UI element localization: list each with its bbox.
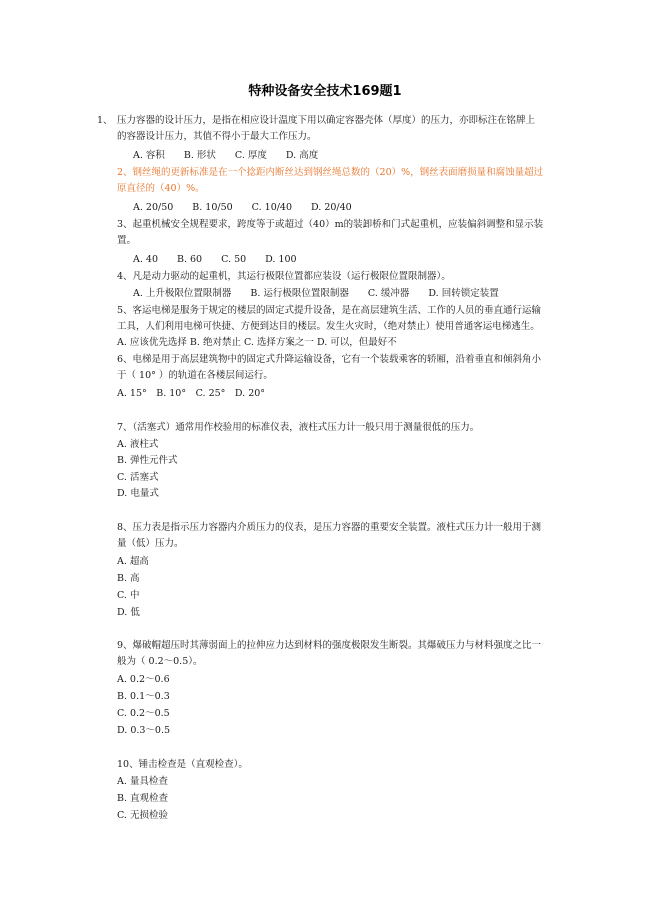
q5-stem-line1: 5、客运电梯是服务于规定的楼层的固定式提升设备，是在高层建筑生活、工作的人员的垂直通行运输 <box>117 305 542 316</box>
q4-options: A. 上升极限位置限制器 B. 运行极限位置限制器 C. 缓冲器 D. 回转锁定装置 <box>133 288 499 299</box>
q10-stem: 10、锤击检查是（直观检查）。 <box>117 759 248 770</box>
q5-stem-line2: 工具，人们利用电梯可快捷、方便到达目的楼层。发生火灾时，（绝对禁止）使用普通客运电梯逃生。 <box>117 321 540 332</box>
q6-stem-line2: 于（ 10° ）的轨道在各楼层间运行。 <box>117 370 273 381</box>
q7-stem: 7、（活塞式）通常用作校验用的标准仪表，液柱式压力计一般只用于测量很低的压力。 <box>117 422 480 433</box>
q1-number: 1、 <box>97 115 113 126</box>
q8-option-b: B. 高 <box>117 573 140 584</box>
q2-stem-line1: 2、钢丝绳的更新标准是在一个捻距内断丝达到钢丝绳总数的（20）%，钢丝表面磨损量和腐蚀量超过 <box>117 167 544 178</box>
q3-options: A. 40 B. 60 C. 50 D. 100 <box>133 254 297 265</box>
q1-stem-line1: 压力容器的设计压力，是指在相应设计温度下用以确定容器壳体（厚度）的压力，亦即标注在铭牌上 <box>117 115 536 126</box>
q6-options: A. 15° B. 10° C. 25° D. 20° <box>117 388 266 399</box>
q3-stem-line1: 3、起重机械安全规程要求，跨度等于或超过（40）m的装卸桥和门式起重机，应装偏斜调整和显示装 <box>117 219 544 230</box>
q7-option-c: C. 活塞式 <box>117 472 159 483</box>
q8-stem-line1: 8、压力表是指示压力容器内介质压力的仪表，是压力容器的重要安全装置。液柱式压力计一般用于测 <box>117 522 542 533</box>
q7-option-b: B. 弹性元件式 <box>117 455 178 466</box>
q8-stem-line2: 量（低）压力。 <box>117 538 184 549</box>
q9-option-c: C. 0.2～0.5 <box>117 708 170 719</box>
q9-stem-line1: 9、爆破帽超压时其薄弱面上的拉伸应力达到材料的强度极限发生断裂。其爆破压力与材料强度之比一 <box>117 640 542 651</box>
q9-option-a: A. 0.2～0.6 <box>117 674 170 685</box>
q1-options: A. 容积 B. 形状 C. 厚度 D. 高度 <box>133 150 319 161</box>
q7-option-d: D. 电量式 <box>117 488 159 499</box>
q9-option-d: D. 0.3～0.5 <box>117 725 171 736</box>
q8-option-c: C. 中 <box>117 590 140 601</box>
q1-stem-line2: 的容器设计压力，其值不得小于最大工作压力。 <box>117 131 317 142</box>
q3-stem-line2: 置。 <box>117 235 137 246</box>
q8-option-a: A. 超高 <box>117 556 149 567</box>
q9-stem-line2: 般为（ 0.2～0.5）。 <box>117 656 203 667</box>
q2-stem-line2: 原直径的（40）%。 <box>117 183 205 194</box>
q7-option-a: A. 液柱式 <box>117 439 159 450</box>
q9-option-b: B. 0.1～0.3 <box>117 691 170 702</box>
q10-option-a: A. 量具检查 <box>117 776 168 787</box>
q5-options: A. 应该优先选择 B. 绝对禁止 C. 选择方案之一 D. 可以，但最好不 <box>117 337 397 348</box>
q8-option-d: D. 低 <box>117 607 140 618</box>
q4-stem: 4、凡是动力驱动的起重机，其运行极限位置都应装设（运行极限位置限制器）。 <box>117 271 451 282</box>
q6-stem-line1: 6、电梯是用于高层建筑物中的固定式升降运输设备，它有一个装载乘客的轿厢，沿着垂直和倾斜角小 <box>117 354 542 365</box>
q2-options: A. 20/50 B. 10/50 C. 10/40 D. 20/40 <box>133 202 352 213</box>
q10-option-b: B. 直观检查 <box>117 793 169 804</box>
page-title: 特种设备安全技术169题1 <box>248 84 402 99</box>
q10-option-c: C. 无损检验 <box>117 810 168 821</box>
